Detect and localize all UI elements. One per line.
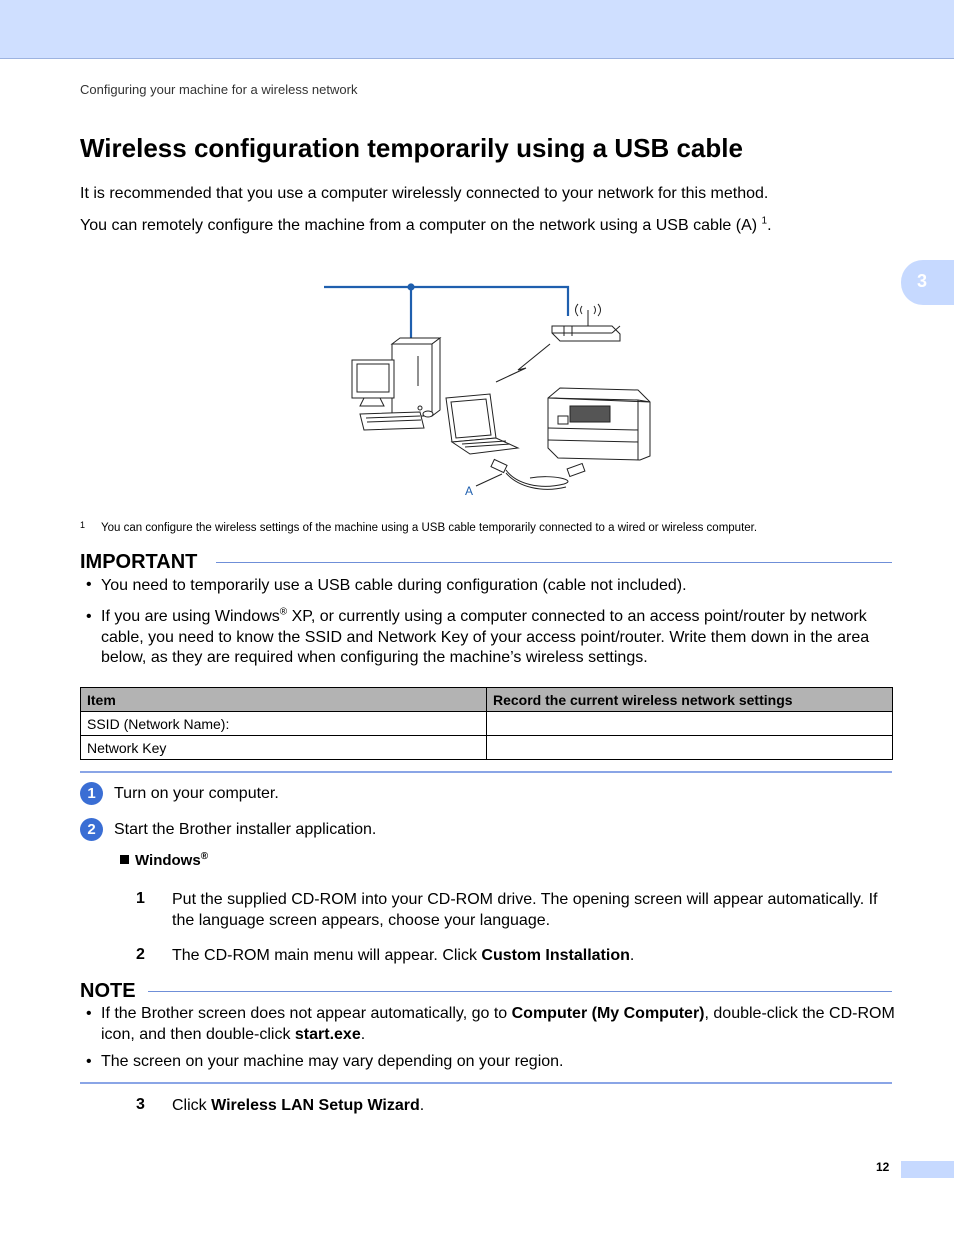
table-cell-ssid-value[interactable] <box>487 712 893 736</box>
important-rule <box>216 562 892 563</box>
table-header-row <box>81 688 893 712</box>
intro-paragraph-2 <box>80 217 772 235</box>
header-band <box>0 0 954 59</box>
wireless-lan-wizard-label: Wireless LAN Setup Wizard <box>211 1097 420 1114</box>
page-number: 12 <box>876 1160 890 1174</box>
substep-1-number: 1 <box>136 890 145 907</box>
label-a-pointer <box>476 474 502 486</box>
custom-installation-label: Custom Installation <box>481 947 630 964</box>
table-row <box>81 712 893 736</box>
router-icon <box>552 304 620 341</box>
bullet-marker: • <box>86 576 92 593</box>
printer-icon <box>548 388 650 460</box>
laptop-computer-icon <box>446 394 518 454</box>
column-header-item: Item <box>81 688 487 712</box>
column-header-record: Record the current wireless network settings <box>487 688 893 712</box>
substep-2-text <box>172 946 892 967</box>
footnote-number: 1 <box>80 520 86 530</box>
substep-3-number: 3 <box>136 1096 145 1113</box>
intro-paragraph-2-text: You can remotely configure the machine from a computer on the network using a USB cable (A) <box>80 217 758 234</box>
important-bullet-1: You need to temporarily use a USB cable during configuration (cable not included). <box>101 577 687 594</box>
important-bullet-2-post: XP, or currently using a computer connected to an access point/router by network cable, you need to know the SSID and Network Key of your access point/router. Write them down in the area below, as they are required when configuring the machine’s wireless settings. <box>101 608 870 666</box>
page-title: Wireless configuration temporarily using a USB cable <box>80 133 743 163</box>
note-bullet-1-mid: , double-click the CD-ROM icon, and then double-click <box>101 1005 895 1043</box>
step-2-badge: 2 <box>80 818 103 841</box>
substep-2-number: 2 <box>136 946 145 963</box>
substep-1-text: Put the supplied CD-ROM into your CD-ROM drive. The opening screen will appear automatically. If the language screen appears, choose your language. <box>172 891 878 929</box>
note-heading: NOTE <box>80 980 136 1002</box>
network-diagram <box>320 278 660 500</box>
computer-label: Computer (My Computer) <box>511 1005 705 1022</box>
substep-2-post: . <box>629 947 635 964</box>
wireless-signal-icon <box>496 344 550 382</box>
intro-paragraph-2-end: . <box>767 217 772 234</box>
step-2-text: Start the Brother installer application. <box>114 821 377 838</box>
intro-paragraph-1: It is recommended that you use a computer wirelessly connected to your network for this method. <box>80 185 769 202</box>
substep-2-pre: The CD-ROM main menu will appear. Click <box>172 947 482 964</box>
substep-3-text <box>172 1096 892 1117</box>
start-exe-label: start.exe <box>294 1025 361 1043</box>
page-tab <box>901 1161 954 1178</box>
windows-label-text: Windows <box>135 852 201 869</box>
note-bullet-2: The screen on your machine may vary depending on your region. <box>101 1053 564 1070</box>
table-cell-key-value[interactable] <box>487 736 893 760</box>
windows-label <box>120 852 208 869</box>
note-end-rule <box>80 1082 892 1084</box>
wireless-settings-table <box>80 687 893 760</box>
substep-3-post: . <box>419 1097 425 1114</box>
substep-3-pre: Click <box>172 1097 212 1114</box>
important-heading: IMPORTANT <box>80 551 198 573</box>
note-bullet-1 <box>101 1004 896 1045</box>
desktop-computer-icon <box>352 338 440 430</box>
square-bullet-icon <box>120 855 129 864</box>
bullet-marker: • <box>86 1053 92 1070</box>
important-end-rule <box>80 771 892 773</box>
note-bullet-1-post: . <box>360 1025 366 1043</box>
chapter-number: 3 <box>917 271 928 291</box>
network-cable <box>324 285 568 343</box>
table-cell-ssid-label: SSID (Network Name): <box>81 712 487 736</box>
registered-mark: ® <box>200 851 209 862</box>
registered-mark: ® <box>279 606 288 618</box>
step-1-badge: 1 <box>80 782 103 805</box>
footnote-text: You can configure the wireless settings of the machine using a USB cable temporarily connected to a wired or wireless computer. <box>101 522 758 534</box>
note-bullet-1-pre: If the Brother screen does not appear automatically, go to <box>101 1005 512 1022</box>
footnote-ref[interactable]: 1 <box>761 215 768 227</box>
breadcrumb: Configuring your machine for a wireless network <box>80 82 358 97</box>
table-row <box>81 736 893 760</box>
note-rule <box>148 991 892 992</box>
step-1-text: Turn on your computer. <box>114 785 279 802</box>
important-bullet-2-pre: If you are using Windows <box>101 608 280 625</box>
usb-cable-icon <box>491 459 585 489</box>
bullet-marker: • <box>86 608 92 625</box>
important-bullet-2 <box>101 607 896 669</box>
bullet-marker: • <box>86 1005 92 1022</box>
label-a: A <box>465 484 474 498</box>
table-cell-key-label: Network Key <box>81 736 487 760</box>
chapter-tab[interactable] <box>901 260 954 305</box>
